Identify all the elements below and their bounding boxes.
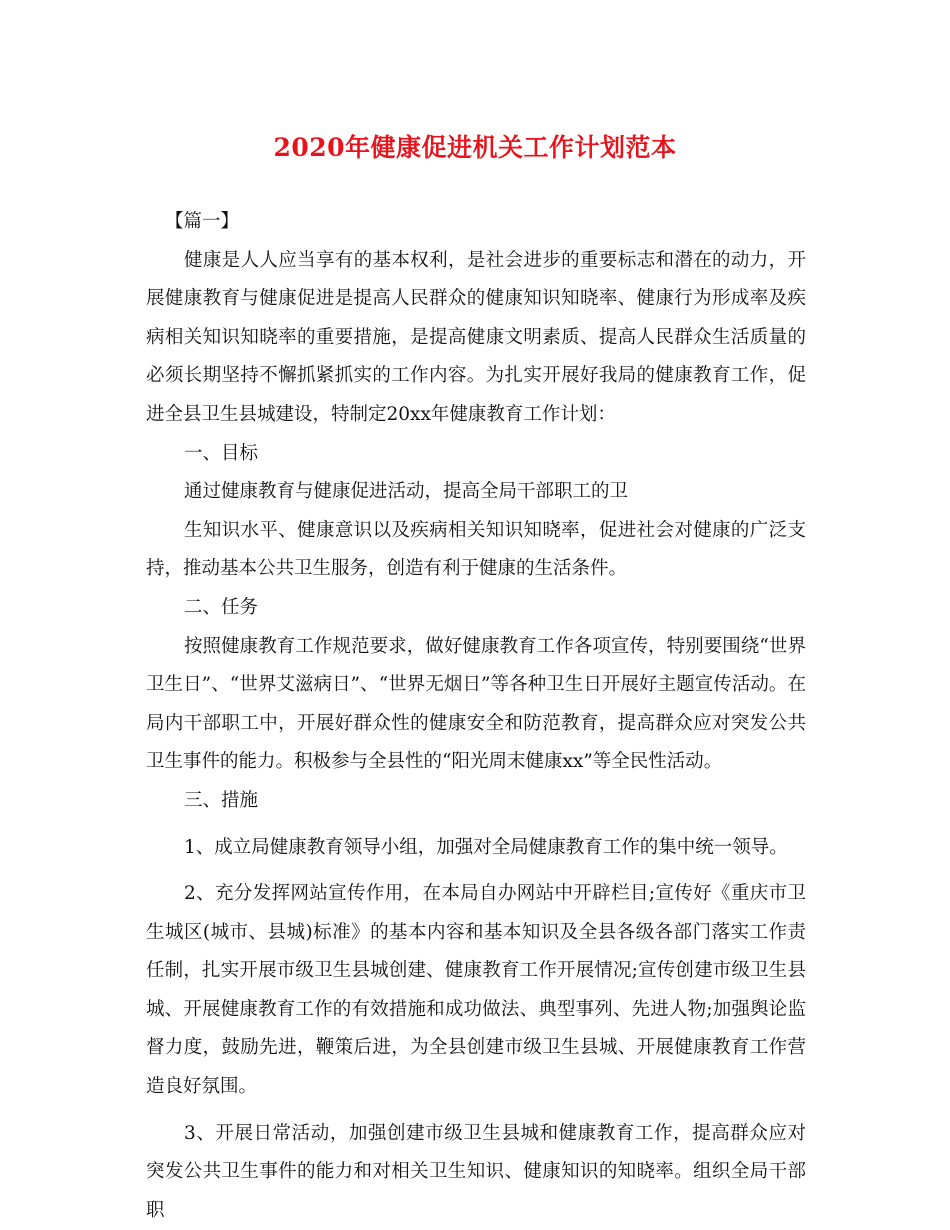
measure-2: 2、充分发挥网站宣传作用，在本局自办网站中开辟栏目;宣传好《重庆市卫生城区(城市、县城)标准》的基本内容和基本知识及全县各级各部门落实工作责任制，扎实开展市级卫生县城创建、健康教育工作开展情况;宣传创建市级卫生县城、开展健康教育工作的有效措施和成功做法、典型事列、先进人物;加强舆论监督力度，鼓励先进，鞭策后进，为全县创建市级卫生县城、开展健康教育工作营造良好氛围。 <box>146 883 806 1098</box>
measure-3: 3、开展日常活动，加强创建市级卫生县城和健康教育工作，提高群众应对突发公共卫生事件的能力和对相关卫生知识、健康知识的知晓率。组织全局干部职 <box>146 1122 806 1221</box>
intro-paragraph: 健康是人人应当享有的基本权利，是社会进步的重要标志和潜在的动力，开展健康教育与健康促进是提高人民群众的健康知识知晓率、健康行为形成率及疾病相关知识知晓率的重要措施，是提高健康文明素质、提高人民群众生活质量的必须长期坚持不懈抓紧抓实的工作内容。为扎实开展好我局的健康教育工作，促进全县卫生县城建设，特制定20xx年健康教育工作计划： <box>146 249 806 425</box>
document-body <box>146 203 806 1230</box>
measure-1: 1、成立局健康教育领导小组，加强对全局健康教育工作的集中统一领导。 <box>184 836 788 858</box>
heading-measures: 三、措施 <box>184 789 259 811</box>
goals-paragraph: 生知识水平、健康意识以及疾病相关知识知晓率，促进社会对健康的广泛支持，推动基本公共卫生服务，创造有利于健康的生活条件。 <box>146 519 806 580</box>
heading-tasks: 二、任务 <box>184 596 259 618</box>
document-title: 2020年健康促进机关工作计划范本 <box>273 133 677 162</box>
heading-goals: 一、目标 <box>184 442 259 464</box>
tasks-paragraph: 按照健康教育工作规范要求，做好健康教育工作各项宣传，特别要围绕“世界卫生日”、“世界艾滋病日”、“世界无烟日”等各种卫生日开展好主题宣传活动。在局内干部职工中，开展好群众性的健康安全和防范教育，提高群众应对突发公共卫生事件的能力。积极参与全县性的“阳光周末健康xx”等全民性活动。 <box>146 635 806 773</box>
section-label-part-one: 【篇一】 <box>165 211 240 232</box>
goals-line-1: 通过健康教育与健康促进活动，提高全局干部职工的卫 <box>184 481 629 503</box>
